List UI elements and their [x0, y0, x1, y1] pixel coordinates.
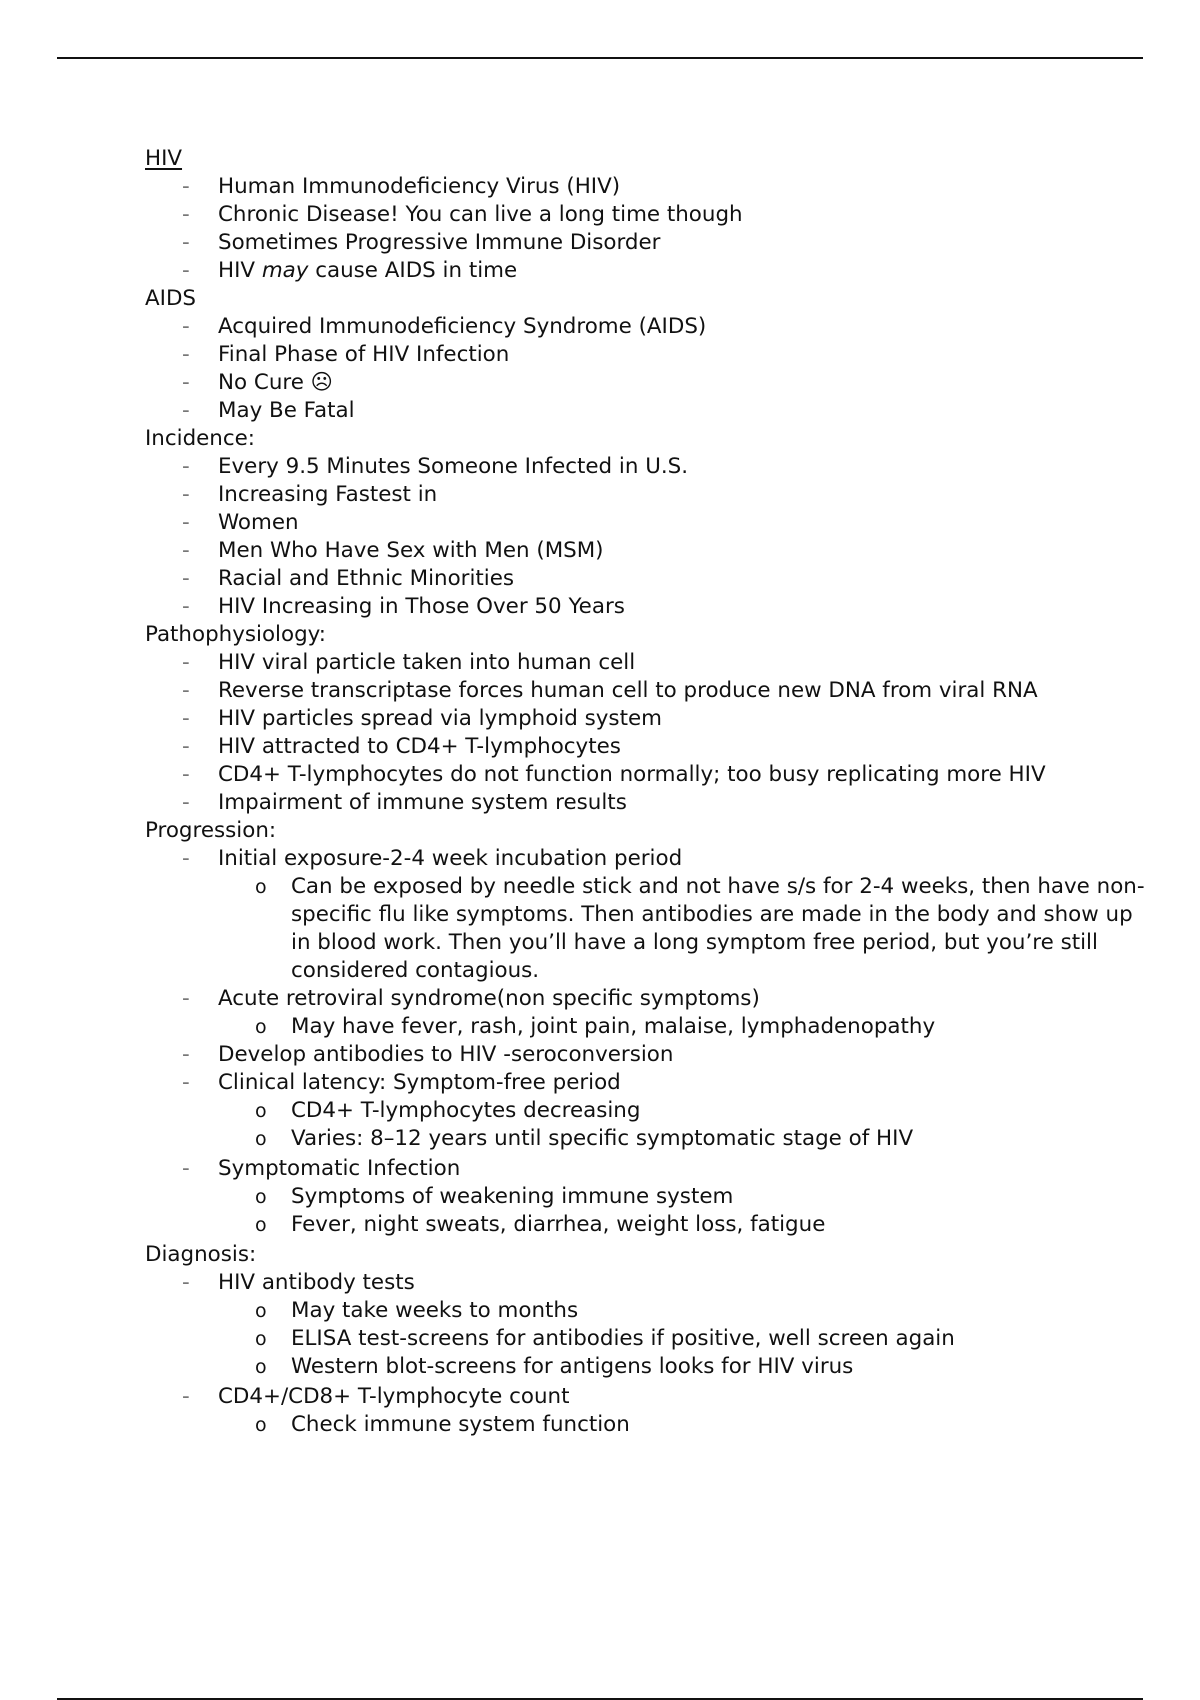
list-item: - May Be Fatal	[182, 398, 355, 423]
sub-list-item: o May have fever, rash, joint pain, malaise, lymphadenopathy	[255, 1014, 936, 1039]
list-item: - Impairment of immune system results	[182, 790, 627, 815]
dash-bullet: -	[182, 398, 190, 423]
list-item: - Every 9.5 Minutes Someone Infected in U.S.	[182, 454, 689, 479]
sub-list	[218, 1297, 1145, 1381]
section-heading-incidence: Incidence:	[145, 426, 255, 451]
incidence-list	[145, 453, 1145, 621]
circle-bullet: o	[255, 876, 267, 898]
list-item: - Women	[182, 510, 299, 535]
list-item: - Chronic Disease! You can live a long time though	[182, 202, 743, 227]
list-item: - Initial exposure-2-4 week incubation period o Can be exposed by needle stick and not have s/s for 2-4 weeks, then have non-specific flu like symptoms. Then antibodies are made in the body and show up in blood work. Then you’ll have a long symptom free period, but you’re still considered contagious.	[182, 846, 1145, 983]
list-item: - Racial and Ethnic Minorities	[182, 566, 515, 591]
sub-list	[218, 1013, 1145, 1041]
sub-list-item: o Check immune system function	[255, 1412, 630, 1437]
sub-list-item: o ELISA test-screens for antibodies if positive, well screen again	[255, 1326, 955, 1351]
list-item: - HIV particles spread via lymphoid system	[182, 706, 662, 731]
circle-bullet: o	[255, 1414, 267, 1436]
dash-bullet: -	[182, 174, 190, 199]
list-item: - HIV antibody tests o May take weeks to months o ELISA test-screens for antibodies if positive, well screen again o Western blot-screens for antigens looks for HIV virus	[145, 1269, 1145, 1381]
sub-list	[218, 1183, 1145, 1239]
dash-bullet: -	[182, 258, 190, 283]
circle-bullet: o	[255, 1100, 267, 1122]
section-heading-progression: Progression:	[145, 818, 277, 843]
dash-bullet: -	[182, 342, 190, 367]
sub-list-item: o Western blot-screens for antigens looks for HIV virus	[255, 1354, 854, 1379]
list-item: - Men Who Have Sex with Men (MSM)	[182, 538, 604, 563]
dash-bullet: -	[182, 202, 190, 227]
hiv-list	[145, 173, 1145, 285]
dash-bullet: -	[182, 566, 190, 591]
sub-list-item: o Symptoms of weakening immune system	[255, 1184, 734, 1209]
circle-bullet: o	[255, 1128, 267, 1150]
circle-bullet: o	[255, 1016, 267, 1038]
list-item: - CD4+/CD8+ T-lymphocyte count o Check immune system function	[145, 1383, 1145, 1439]
sub-list	[218, 1411, 1145, 1439]
circle-bullet: o	[255, 1300, 267, 1322]
dash-bullet: -	[182, 1270, 190, 1295]
list-item: - HIV viral particle taken into human cell	[182, 650, 636, 675]
list-item: - Acquired Immunodeficiency Syndrome (AIDS)	[182, 314, 707, 339]
pathophysiology-list	[145, 649, 1145, 817]
dash-bullet: -	[182, 678, 190, 703]
list-item: - CD4+ T-lymphocytes do not function normally; too busy replicating more HIV	[182, 762, 1046, 787]
list-item: - Increasing Fastest in	[182, 482, 438, 507]
dash-bullet: -	[182, 370, 190, 395]
dash-bullet: -	[182, 1042, 190, 1067]
dash-bullet: -	[182, 762, 190, 787]
document-body	[145, 145, 1145, 1439]
circle-bullet: o	[255, 1356, 267, 1378]
circle-bullet: o	[255, 1186, 267, 1208]
dash-bullet: -	[182, 482, 190, 507]
sub-list-item: o Varies: 8–12 years until specific symptomatic stage of HIV	[255, 1126, 914, 1151]
dash-bullet: -	[182, 230, 190, 255]
circle-bullet: o	[255, 1214, 267, 1236]
diagnosis-list	[145, 1269, 1145, 1439]
sub-list-item: o Fever, night sweats, diarrhea, weight loss, fatigue	[255, 1212, 826, 1237]
dash-bullet: -	[182, 734, 190, 759]
dash-bullet: -	[182, 1156, 190, 1181]
sub-list-item: o CD4+ T-lymphocytes decreasing	[255, 1098, 641, 1123]
header-rule	[57, 57, 1143, 59]
list-item: - Symptomatic Infection o Symptoms of weakening immune system o Fever, night sweats, diarrhea, weight loss, fatigue	[145, 1155, 1145, 1239]
list-item: - Final Phase of HIV Infection	[182, 342, 510, 367]
circle-bullet: o	[255, 1328, 267, 1350]
sub-list-item: o May take weeks to months	[255, 1298, 579, 1323]
list-item: - HIV may cause AIDS in time	[182, 258, 518, 283]
sub-list	[218, 873, 1145, 985]
dash-bullet: -	[182, 594, 190, 619]
sub-list	[218, 1097, 1145, 1153]
dash-bullet: -	[182, 650, 190, 675]
dash-bullet: -	[182, 538, 190, 563]
list-item: - Clinical latency: Symptom-free period o CD4+ T-lymphocytes decreasing o Varies: 8–12 years until specific symptomatic stage of HIV	[145, 1069, 1145, 1153]
dash-bullet: -	[182, 510, 190, 535]
list-item: - Reverse transcriptase forces human cell to produce new DNA from viral RNA	[182, 678, 1038, 703]
list-item: - Acute retroviral syndrome(non specific symptoms) o May have fever, rash, joint pain, malaise, lymphadenopathy	[145, 985, 1145, 1041]
section-heading-hiv: HIV	[145, 146, 183, 171]
list-item: - HIV Increasing in Those Over 50 Years	[182, 594, 625, 619]
progression-list	[145, 845, 1145, 1239]
list-item: - Develop antibodies to HIV -seroconversion	[182, 1042, 674, 1067]
sub-list-item: o Can be exposed by needle stick and not have s/s for 2-4 weeks, then have non-specific flu like symptoms. Then antibodies are made in the body and show up in blood work. Then you’ll have a long symptom free period, but you’re still considered contagious.	[255, 874, 1145, 983]
dash-bullet: -	[182, 454, 190, 479]
aids-list	[145, 313, 1145, 425]
section-heading-pathophysiology: Pathophysiology:	[145, 622, 326, 647]
dash-bullet: -	[182, 790, 190, 815]
list-item: - Sometimes Progressive Immune Disorder	[182, 230, 661, 255]
section-heading-diagnosis: Diagnosis:	[145, 1242, 257, 1267]
list-item: - No Cure ☹	[182, 370, 333, 395]
section-heading-aids: AIDS	[145, 286, 196, 311]
list-item: - Human Immunodeficiency Virus (HIV)	[182, 174, 621, 199]
dash-bullet: -	[182, 314, 190, 339]
dash-bullet: -	[182, 1070, 190, 1095]
dash-bullet: -	[182, 706, 190, 731]
dash-bullet: -	[182, 846, 190, 871]
dash-bullet: -	[182, 986, 190, 1011]
list-item: - HIV attracted to CD4+ T-lymphocytes	[182, 734, 621, 759]
dash-bullet: -	[182, 1384, 190, 1409]
